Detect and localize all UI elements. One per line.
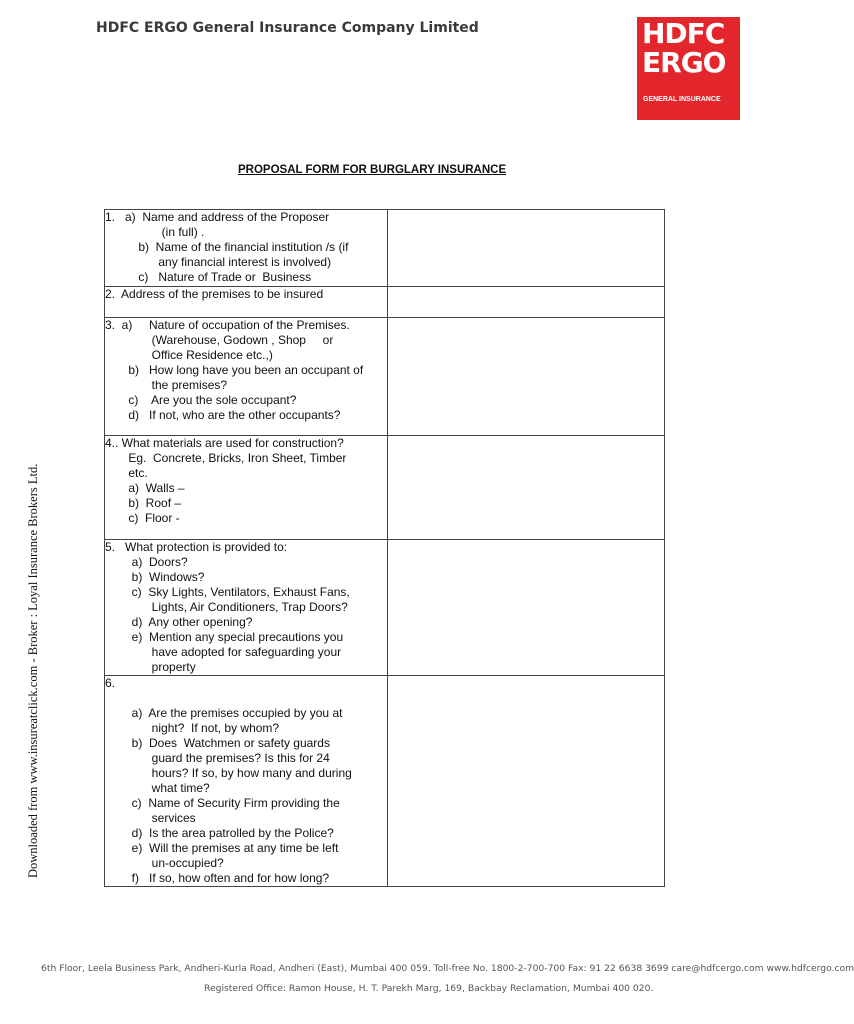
- answer-cell[interactable]: [387, 676, 664, 887]
- question-line: b) Name of the financial institution /s (if: [105, 240, 349, 254]
- question-line: etc.: [105, 466, 148, 480]
- question-line: Lights, Air Conditioners, Trap Doors?: [105, 600, 348, 614]
- question-line: (Warehouse, Godown , Shop or: [105, 333, 334, 347]
- table-row: [105, 540, 665, 676]
- question-line: c) Name of Security Firm providing the: [105, 796, 340, 810]
- footer-address: 6th Floor, Leela Business Park, Andheri-Kurla Road, Andheri (East), Mumbai 400 059. Toll-free No. 1800-2-700-700 Fax: 91 22 6638 3699 care@hdfcergo.com www.hdfcergo.com: [41, 963, 854, 974]
- question-line: hours? If so, by how many and during: [105, 766, 352, 780]
- question-line: 2. Address of the premises to be insured: [105, 287, 324, 301]
- question-cell: [105, 210, 388, 287]
- answer-cell[interactable]: [387, 540, 664, 676]
- question-line: Office Residence etc.,): [105, 348, 273, 362]
- question-line: c) Are you the sole occupant?: [105, 393, 297, 407]
- question-line: Eg. Concrete, Bricks, Iron Sheet, Timber: [105, 451, 347, 465]
- question-line: b) Roof –: [105, 496, 182, 510]
- answer-cell[interactable]: [387, 436, 664, 540]
- question-line: 1. a) Name and address of the Proposer: [105, 210, 330, 224]
- question-cell: [105, 436, 388, 540]
- question-cell: [105, 676, 388, 887]
- table-row: [105, 318, 665, 436]
- question-line: e) Will the premises at any time be left: [105, 841, 339, 855]
- table-row: [105, 287, 665, 318]
- hdfc-ergo-logo: [637, 17, 740, 120]
- question-line: the premises?: [105, 378, 228, 392]
- answer-cell[interactable]: [387, 210, 664, 287]
- question-line: [105, 691, 387, 706]
- side-download-note: Downloaded from www.insureatclick.com - Broker : Loyal Insurance Brokers Ltd.: [26, 463, 40, 878]
- question-line: 5. What protection is provided to:: [105, 540, 288, 554]
- question-line: night? If not, by whom?: [105, 721, 280, 735]
- question-line: c) Nature of Trade or Business: [105, 270, 312, 284]
- question-line: d) If not, who are the other occupants?: [105, 408, 341, 422]
- form-title: PROPOSAL FORM FOR BURGLARY INSURANCE: [238, 164, 507, 176]
- question-line: b) How long have you been an occupant of: [105, 363, 364, 377]
- question-line: e) Mention any special precautions you: [105, 630, 344, 644]
- question-line: b) Windows?: [105, 570, 205, 584]
- answer-cell[interactable]: [387, 318, 664, 436]
- table-row: [105, 676, 665, 887]
- question-line: c) Sky Lights, Ventilators, Exhaust Fans,: [105, 585, 350, 599]
- question-line: have adopted for safeguarding your: [105, 645, 342, 659]
- question-cell: [105, 287, 388, 318]
- question-line: what time?: [105, 781, 210, 795]
- question-line: un-occupied?: [105, 856, 224, 870]
- question-line: 4.. What materials are used for construction?: [105, 436, 344, 450]
- question-line: 3. a) Nature of occupation of the Premises.: [105, 318, 350, 332]
- answer-cell[interactable]: [387, 287, 664, 318]
- question-line: a) Walls –: [105, 481, 185, 495]
- proposal-form-table: [104, 209, 665, 887]
- question-line: services: [105, 811, 196, 825]
- question-line: f) If so, how often and for how long?: [105, 871, 330, 885]
- question-line: d) Is the area patrolled by the Police?: [105, 826, 334, 840]
- question-line: (in full) .: [105, 225, 205, 239]
- logo-line-3: GENERAL INSURANCE: [643, 96, 721, 103]
- question-cell: [105, 540, 388, 676]
- question-line: guard the premises? Is this for 24: [105, 751, 330, 765]
- question-line: 6.: [105, 676, 116, 690]
- question-line: a) Are the premises occupied by you at: [105, 706, 343, 720]
- question-line: d) Any other opening?: [105, 615, 253, 629]
- company-name: HDFC ERGO General Insurance Company Limited: [96, 20, 479, 36]
- question-line: property: [105, 660, 196, 674]
- question-cell: [105, 318, 388, 436]
- footer-registered-office: Registered Office: Ramon House, H. T. Parekh Marg, 169, Backbay Reclamation, Mumbai 400 020.: [204, 983, 654, 994]
- question-line: b) Does Watchmen or safety guards: [105, 736, 330, 750]
- question-line: any financial interest is involved): [105, 255, 332, 269]
- table-row: [105, 436, 665, 540]
- question-line: c) Floor -: [105, 511, 180, 525]
- logo-line-1: HDFC: [642, 17, 725, 50]
- table-row: [105, 210, 665, 287]
- question-line: a) Doors?: [105, 555, 188, 569]
- logo-line-2: ERGO: [642, 46, 726, 79]
